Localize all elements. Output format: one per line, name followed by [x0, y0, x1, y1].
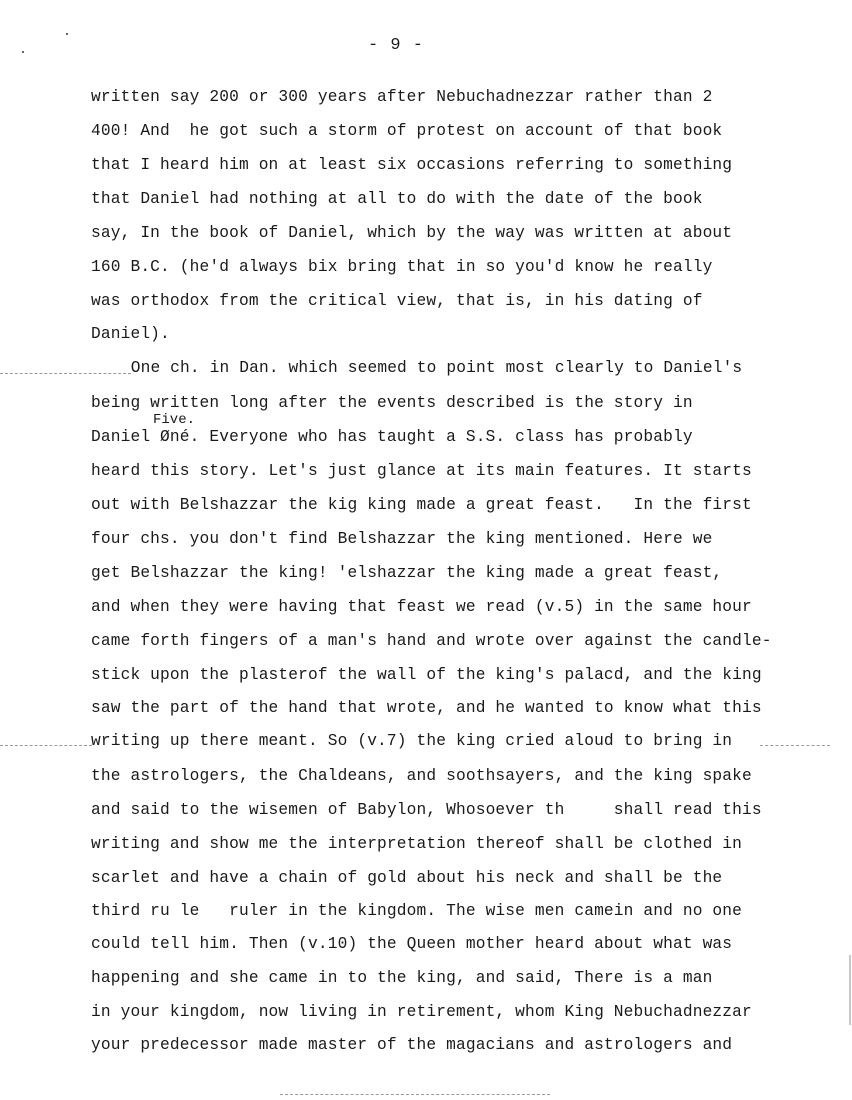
- fold-crease: [280, 1094, 550, 1095]
- text-line: scarlet and have a chain of gold about his neck and shall be the: [91, 869, 723, 887]
- text-line: being written long after the events described is the story in: [91, 394, 693, 412]
- text-line: 400! And he got such a storm of protest on account of that book: [91, 122, 723, 140]
- stray-mark: [66, 33, 68, 35]
- text-line: 160 B.C. (he'd always bix bring that in so you'd know he really: [91, 258, 713, 276]
- text-line: third ru le ruler in the kingdom. The wise men camein and no one: [91, 902, 743, 920]
- text-line: your predecessor made master of the magacians and astrologers and: [91, 1036, 733, 1054]
- text-line: and said to the wisemen of Babylon, Whosoever th shall read this: [91, 801, 762, 819]
- fold-crease: [760, 745, 830, 746]
- text-line: out with Belshazzar the kig king made a great feast. In the first: [91, 496, 752, 514]
- page-number: - 9 -: [368, 36, 425, 55]
- text-line: writing and show me the interpretation thereof shall be clothed in: [91, 835, 743, 853]
- text-line: Daniel Øné. Everyone who has taught a S.S. class has probably: [91, 428, 693, 446]
- page-edge-mark: [849, 955, 851, 1025]
- text-line: four chs. you don't find Belshazzar the king mentioned. Here we: [91, 530, 713, 548]
- stray-mark: [22, 51, 24, 53]
- text-line: the astrologers, the Chaldeans, and soothsayers, and the king spake: [91, 767, 752, 785]
- text-line: could tell him. Then (v.10) the Queen mother heard about what was: [91, 935, 733, 953]
- text-line: that Daniel had nothing at all to do with the date of the book: [91, 190, 703, 208]
- text-line: writing up there meant. So (v.7) the king cried aloud to bring in: [91, 732, 733, 750]
- text-line: heard this story. Let's just glance at its main features. It starts: [91, 462, 752, 480]
- text-line: written say 200 or 300 years after Nebuchadnezzar rather than 2: [91, 88, 713, 106]
- text-line: Daniel).: [91, 325, 170, 343]
- text-line: say, In the book of Daniel, which by the way was written at about: [91, 224, 733, 242]
- text-line: stick upon the plasterof the wall of the king's palacd, and the king: [91, 666, 762, 684]
- text-line: get Belshazzar the king! 'elshazzar the king made a great feast,: [91, 564, 723, 582]
- text-line: saw the part of the hand that wrote, and he wanted to know what this: [91, 699, 762, 717]
- handwritten-insertion: Five.: [153, 412, 196, 428]
- text-line: in your kingdom, now living in retirement, whom King Nebuchadnezzar: [91, 1003, 752, 1021]
- paragraph-start: One ch. in Dan. which seemed to point most clearly to Daniel's: [111, 359, 743, 377]
- text-line: was orthodox from the critical view, that is, in his dating of: [91, 292, 703, 310]
- text-line: came forth fingers of a man's hand and wrote over against the candle-: [91, 632, 772, 650]
- fold-crease: [0, 745, 92, 746]
- text-line: that I heard him on at least six occasions referring to something: [91, 156, 733, 174]
- text-line: and when they were having that feast we read (v.5) in the same hour: [91, 598, 752, 616]
- text-line: happening and she came in to the king, and said, There is a man: [91, 969, 713, 987]
